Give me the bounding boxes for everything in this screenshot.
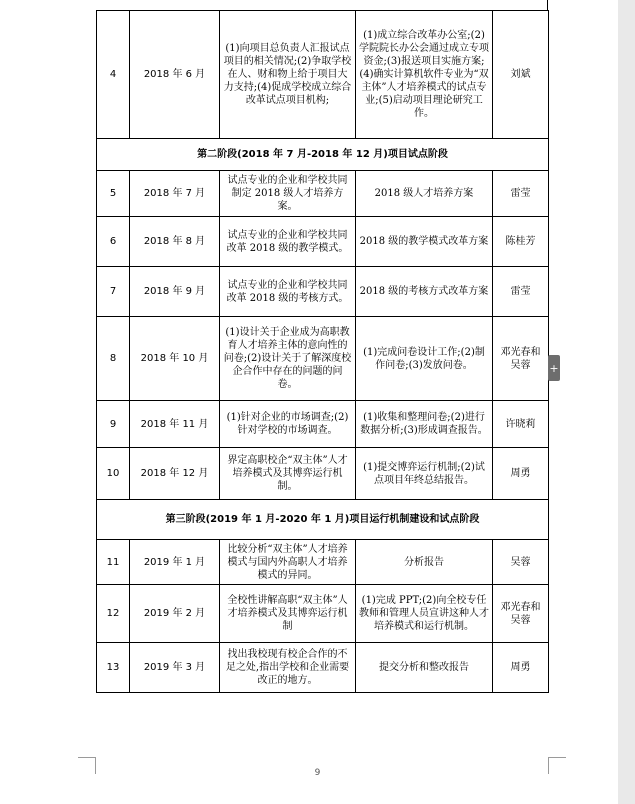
stage-title: 第二阶段(2018 年 7 月-2018 年 12 月)项目试点阶段 [97,139,549,171]
expand-panel-button[interactable] [548,355,560,381]
row-number: 5 [97,171,130,217]
stage-title: 第三阶段(2019 年 1 月-2020 年 1 月)项目运行机制建设和试点阶段 [97,500,549,540]
row-task: (1)向项目总负责人汇报试点项目的相关情况;(2)争取学校在人、财和物上给于项目大力支持;(4)促成学校成立综合改革试点项目机构; [220,11,356,139]
stage-header-row [97,500,549,540]
row-number: 9 [97,401,130,448]
row-number: 6 [97,217,130,267]
row-output: 分析报告 [356,540,493,585]
row-task: (1)设计关于企业成为高职教育人才培养主体的意向性的问卷;(2)设计关于了解深度校企合作中存在的问题的问卷。 [220,317,356,401]
project-schedule-table [96,10,549,693]
stage-header-row [97,139,549,171]
row-owner: 许晓莉 [493,401,549,448]
row-date: 2018 年 6 月 [130,11,220,139]
row-owner: 周勇 [493,448,549,500]
row-owner: 刘斌 [493,11,549,139]
table-row [97,11,549,139]
row-task: 找出我校现有校企合作的不足之处,指出学校和企业需要改正的地方。 [220,643,356,693]
table-row [97,171,549,217]
crop-mark-right-h [549,757,566,758]
table-row [97,540,549,585]
row-owner: 雷莹 [493,267,549,317]
row-date: 2018 年 8 月 [130,217,220,267]
row-owner: 周勇 [493,643,549,693]
row-output: (1)提交博弈运行机制;(2)试点项目年终总结报告。 [356,448,493,500]
table-row [97,401,549,448]
row-date: 2019 年 2 月 [130,585,220,643]
row-task: 比较分析“双主体”人才培养模式与国内外高职人才培养模式的异同。 [220,540,356,585]
row-number: 7 [97,267,130,317]
row-date: 2018 年 12 月 [130,448,220,500]
row-date: 2019 年 3 月 [130,643,220,693]
row-task: 试点专业的企业和学校共同改革 2018 级的教学模式。 [220,217,356,267]
row-date: 2018 年 10 月 [130,317,220,401]
table-row [97,448,549,500]
row-date: 2018 年 7 月 [130,171,220,217]
row-number: 12 [97,585,130,643]
row-owner: 陈桂芳 [493,217,549,267]
row-task: 试点专业的企业和学校共同改革 2018 级的考核方式。 [220,267,356,317]
table-row [97,217,549,267]
row-date: 2018 年 11 月 [130,401,220,448]
row-number: 10 [97,448,130,500]
table-row [97,267,549,317]
row-owner: 邓光春和吴蓉 [493,585,549,643]
table-row [97,317,549,401]
row-output: 2018 级人才培养方案 [356,171,493,217]
row-number: 4 [97,11,130,139]
row-number: 13 [97,643,130,693]
window-edge [618,0,635,804]
row-output: (1)完成问卷设计工作;(2)制作问卷;(3)发放问卷。 [356,317,493,401]
row-output: (1)完成 PPT;(2)向全校专任教师和管理人员宣讲这种人才培养模式和运行机制。 [356,585,493,643]
table-row [97,643,549,693]
row-owner: 邓光春和吴蓉 [493,317,549,401]
row-output: 2018 级的教学模式改革方案 [356,217,493,267]
row-date: 2019 年 1 月 [130,540,220,585]
row-number: 11 [97,540,130,585]
row-task: (1)针对企业的市场调查;(2)针对学校的市场调查。 [220,401,356,448]
row-number: 8 [97,317,130,401]
row-output: 2018 级的考核方式改革方案 [356,267,493,317]
row-owner: 雷莹 [493,171,549,217]
row-date: 2018 年 9 月 [130,267,220,317]
row-owner: 吴蓉 [493,540,549,585]
row-output: (1)收集和整理问卷;(2)进行数据分析;(3)形成调查报告。 [356,401,493,448]
row-task: 界定高职校企“双主体”人才培养模式及其博弈运行机制。 [220,448,356,500]
row-output: 提交分析和整改报告 [356,643,493,693]
row-task: 全校性讲解高职“双主体”人才培养模式及其博弈运行机制 [220,585,356,643]
table-row [97,585,549,643]
row-task: 试点专业的企业和学校共同制定 2018 级人才培养方案。 [220,171,356,217]
page-number: 9 [314,768,321,778]
plus-icon: + [549,361,559,375]
crop-mark-left-h [78,757,95,758]
row-output: (1)成立综合改革办公室;(2)学院院长办公会通过成立专项资金;(3)报送项目实施方案;(4)确实计算机软件专业为“双主体”人才培养模式的试点专业;(5)启动项目理论研究工作。 [356,11,493,139]
